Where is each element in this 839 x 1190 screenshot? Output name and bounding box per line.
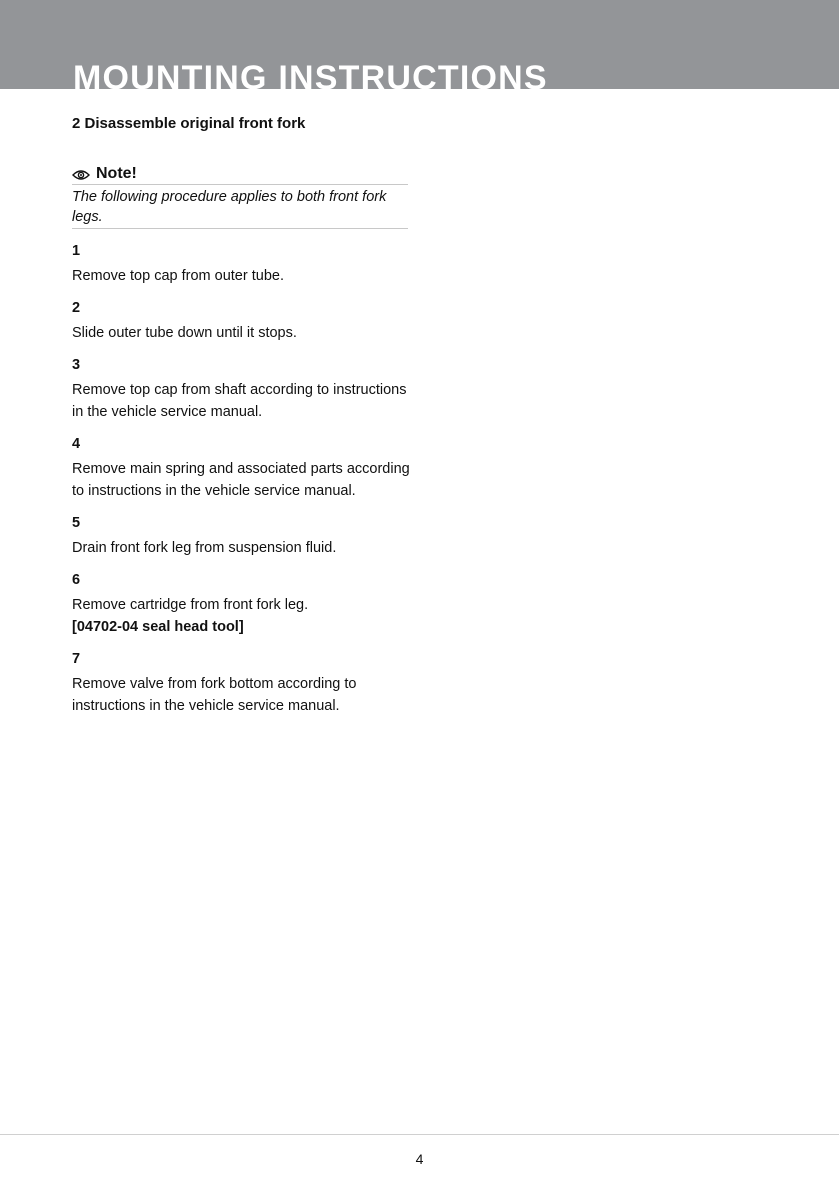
step-number: 4 [72, 436, 81, 452]
step-item [72, 649, 412, 717]
step-number: 7 [72, 651, 81, 667]
step-number: 5 [72, 515, 81, 531]
note-text: The following procedure applies to both front fork legs. [72, 185, 408, 229]
header-band [0, 0, 839, 89]
step-number: 1 [72, 243, 81, 259]
footer-divider [0, 1134, 839, 1135]
page-title: MOUNTING INSTRUCTIONS [73, 59, 548, 89]
step-tool-reference: [04702-04 seal head tool] [72, 619, 244, 635]
page-number: 4 [415, 1151, 424, 1167]
step-text: Remove top cap from outer tube. [72, 268, 284, 284]
main-content [72, 114, 412, 728]
eye-icon [72, 168, 90, 180]
note-title: Note! [96, 165, 137, 182]
step-text: Remove valve from fork bottom according to instructions in the vehicle service manual. [72, 676, 357, 714]
step-text: Remove main spring and associated parts according to instructions in the vehicle service manual. [72, 461, 410, 499]
step-item [72, 241, 412, 287]
step-text: Remove cartridge from front fork leg. [72, 597, 309, 613]
step-number: 6 [72, 572, 81, 588]
step-number: 3 [72, 357, 81, 373]
note-box [72, 164, 408, 229]
step-number: 2 [72, 300, 81, 316]
section-title: 2 Disassemble original front fork [72, 115, 306, 132]
step-text: Drain front fork leg from suspension fluid. [72, 540, 337, 556]
step-text: Remove top cap from shaft according to instructions in the vehicle service manual. [72, 382, 407, 420]
step-item [72, 513, 412, 559]
step-item [72, 570, 412, 638]
step-text: Slide outer tube down until it stops. [72, 325, 297, 341]
step-item [72, 355, 412, 423]
step-item [72, 434, 412, 502]
step-list [72, 241, 412, 717]
note-header [72, 164, 408, 185]
step-item [72, 298, 412, 344]
